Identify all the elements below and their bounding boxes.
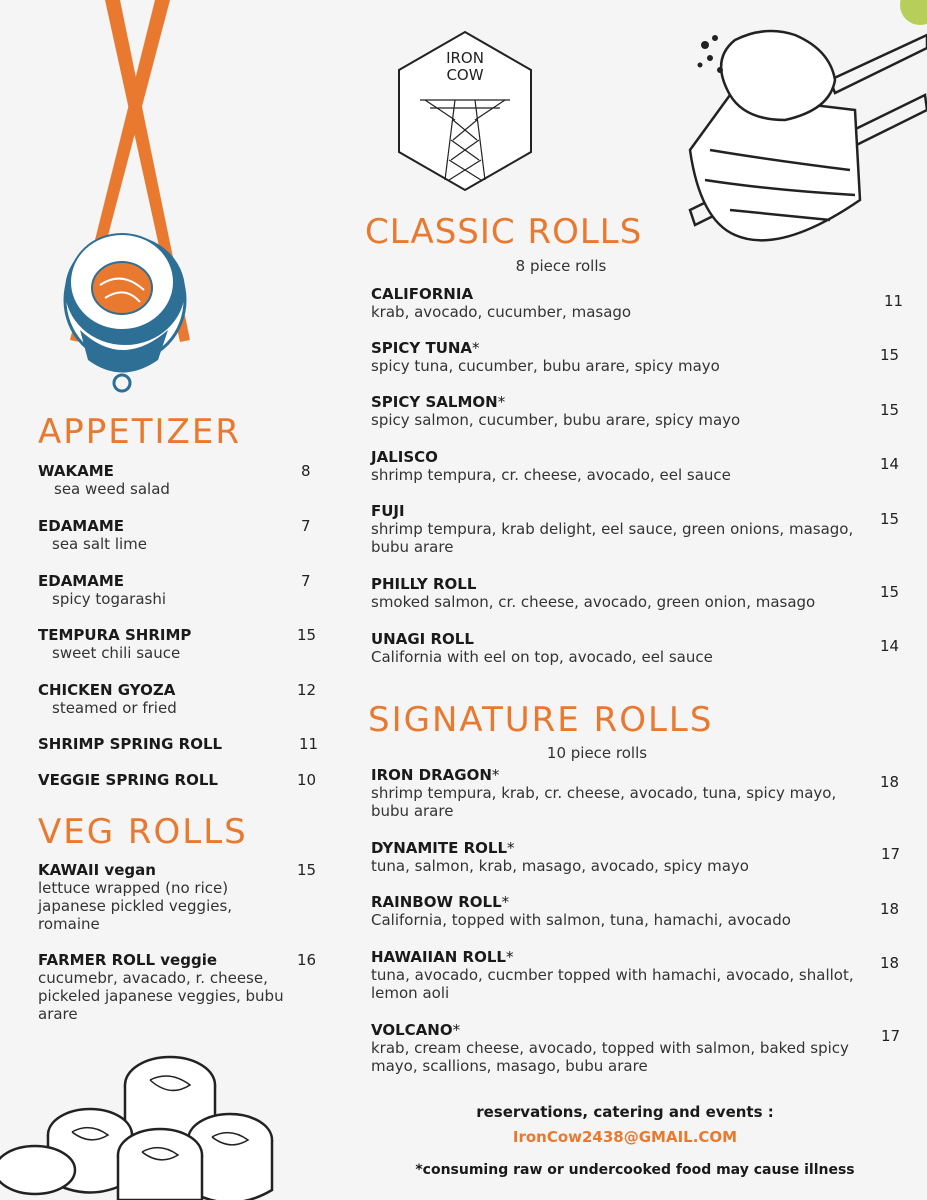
item-name: PHILLY ROLL — [371, 575, 477, 593]
signature-rolls-subtitle: 10 piece rolls — [546, 744, 648, 762]
item-price: 17 — [881, 845, 901, 863]
item-name: FUJI — [371, 502, 405, 520]
item-description: spicy togarashi — [52, 590, 167, 608]
menu-item — [38, 951, 288, 1023]
item-price: 11 — [299, 735, 319, 753]
item-description: sea salt lime — [52, 535, 148, 553]
item-price: 12 — [297, 681, 317, 699]
item-name: CHICKEN GYOZA — [38, 681, 176, 699]
menu-item — [38, 861, 283, 933]
item-description: California with eel on top, avocado, eel sauce — [371, 648, 713, 666]
classic-rolls-subtitle: 8 piece rolls — [515, 257, 607, 275]
item-price: 8 — [301, 462, 311, 480]
item-description: steamed or fried — [52, 699, 177, 717]
item-price: 10 — [297, 771, 317, 789]
item-description: tuna, avocado, cucmber topped with hamachi, avocado, shallot, lemon aoli — [371, 966, 854, 1002]
contact-email-link[interactable]: IronCow2438@GMAIL.COM — [512, 1128, 738, 1146]
item-price: 15 — [297, 861, 317, 879]
item-price: 15 — [880, 401, 900, 419]
item-price: 15 — [880, 346, 900, 364]
menu-item — [38, 462, 308, 498]
item-price: 18 — [880, 773, 900, 791]
item-name: VOLCANO* — [371, 1021, 461, 1039]
menu-item — [371, 393, 871, 429]
item-price: 18 — [880, 900, 900, 918]
sushi-pile-illustration — [0, 1040, 300, 1200]
menu-item — [371, 1021, 871, 1075]
item-name: SPICY SALMON* — [371, 393, 506, 411]
raw-warning-star: * — [505, 948, 514, 966]
item-price: 14 — [880, 455, 900, 473]
item-name: SHRIMP SPRING ROLL — [38, 735, 223, 753]
item-price: 18 — [880, 954, 900, 972]
item-name: UNAGI ROLL — [371, 630, 474, 648]
item-name: TEMPURA SHRIMP — [38, 626, 192, 644]
item-description: shrimp tempura, krab, cr. cheese, avocado, tuna, spicy mayo, bubu arare — [371, 784, 837, 820]
item-description: lettuce wrapped (no rice) japanese pickled veggies, romaine — [38, 879, 233, 933]
logo-text-iron: IRON — [446, 49, 484, 67]
item-name: IRON DRAGON* — [371, 766, 500, 784]
item-name: VEGGIE SPRING ROLL — [38, 771, 218, 789]
menu-item — [371, 502, 871, 556]
reservations-text: reservations, catering and events : — [476, 1103, 774, 1121]
item-description: shrimp tempura, cr. cheese, avocado, eel sauce — [371, 466, 731, 484]
menu-item — [371, 948, 876, 1002]
raw-warning-star: * — [452, 1021, 461, 1039]
item-price: 7 — [301, 572, 311, 590]
item-name: CALIFORNIA — [371, 285, 474, 303]
item-description: smoked salmon, cr. cheese, avocado, green onion, masago — [371, 593, 816, 611]
item-name: JALISCO — [371, 448, 438, 466]
raw-food-warning: *consuming raw or undercooked food may cause illness — [415, 1162, 855, 1178]
menu-item — [371, 893, 871, 929]
menu-item — [38, 517, 308, 553]
item-name: DYNAMITE ROLL* — [371, 839, 515, 857]
item-price: 15 — [880, 510, 900, 528]
item-name: FARMER ROLL veggie — [38, 951, 218, 969]
menu-item — [371, 339, 871, 375]
item-description: tuna, salmon, krab, masago, avocado, spicy mayo — [371, 857, 749, 875]
logo-text-cow: COW — [446, 66, 484, 84]
item-description: California, topped with salmon, tuna, hamachi, avocado — [371, 911, 791, 929]
item-name: HAWAIIAN ROLL* — [371, 948, 514, 966]
menu-item — [38, 572, 308, 608]
item-price: 14 — [880, 637, 900, 655]
menu-item — [38, 626, 308, 662]
menu-item — [38, 681, 308, 717]
menu-item — [371, 285, 871, 321]
item-name: EDAMAME — [38, 572, 125, 590]
item-name: SPICY TUNA* — [371, 339, 480, 357]
appetizer-title: APPETIZER — [38, 412, 241, 452]
item-description: sweet chili sauce — [52, 644, 181, 662]
raw-warning-star: * — [501, 893, 510, 911]
veg-rolls-title: VEG ROLLS — [38, 812, 248, 852]
iron-cow-logo — [395, 30, 535, 192]
sushi-chopsticks-illustration — [670, 0, 927, 250]
raw-warning-star: * — [472, 339, 480, 357]
menu-item — [371, 448, 871, 484]
raw-warning-star: * — [497, 393, 506, 411]
item-price: 11 — [884, 292, 904, 310]
item-price: 15 — [880, 583, 900, 601]
raw-warning-star: * — [491, 766, 500, 784]
item-name: KAWAII vegan — [38, 861, 156, 879]
item-name: WAKAME — [38, 462, 114, 480]
item-price: 7 — [301, 517, 311, 535]
menu-item — [38, 735, 308, 753]
item-name: EDAMAME — [38, 517, 125, 535]
menu-item — [371, 575, 871, 611]
item-description: shrimp tempura, krab delight, eel sauce, green onions, masago, bubu arare — [371, 520, 854, 556]
item-price: 15 — [297, 626, 317, 644]
menu-item — [371, 766, 861, 820]
item-description: sea weed salad — [54, 480, 170, 498]
classic-rolls-title: CLASSIC ROLLS — [365, 212, 643, 252]
signature-rolls-title: SIGNATURE ROLLS — [368, 700, 714, 740]
item-description: krab, avocado, cucumber, masago — [371, 303, 632, 321]
chopsticks-sushi-illustration — [40, 0, 210, 400]
item-description: cucumebr, avacado, r. cheese, pickeled japanese veggies, bubu arare — [38, 969, 284, 1023]
item-description: spicy tuna, cucumber, bubu arare, spicy mayo — [371, 357, 720, 375]
item-description: krab, cream cheese, avocado, topped with salmon, baked spicy mayo, scallions, masago, bubu arare — [371, 1039, 849, 1075]
item-price: 17 — [881, 1027, 901, 1045]
menu-item — [371, 630, 871, 666]
menu-item — [371, 839, 871, 875]
item-description: spicy salmon, cucumber, bubu arare, spicy mayo — [371, 411, 741, 429]
item-name: RAINBOW ROLL* — [371, 893, 510, 911]
raw-warning-star: * — [507, 839, 515, 857]
item-price: 16 — [297, 951, 317, 969]
menu-item — [38, 771, 308, 789]
